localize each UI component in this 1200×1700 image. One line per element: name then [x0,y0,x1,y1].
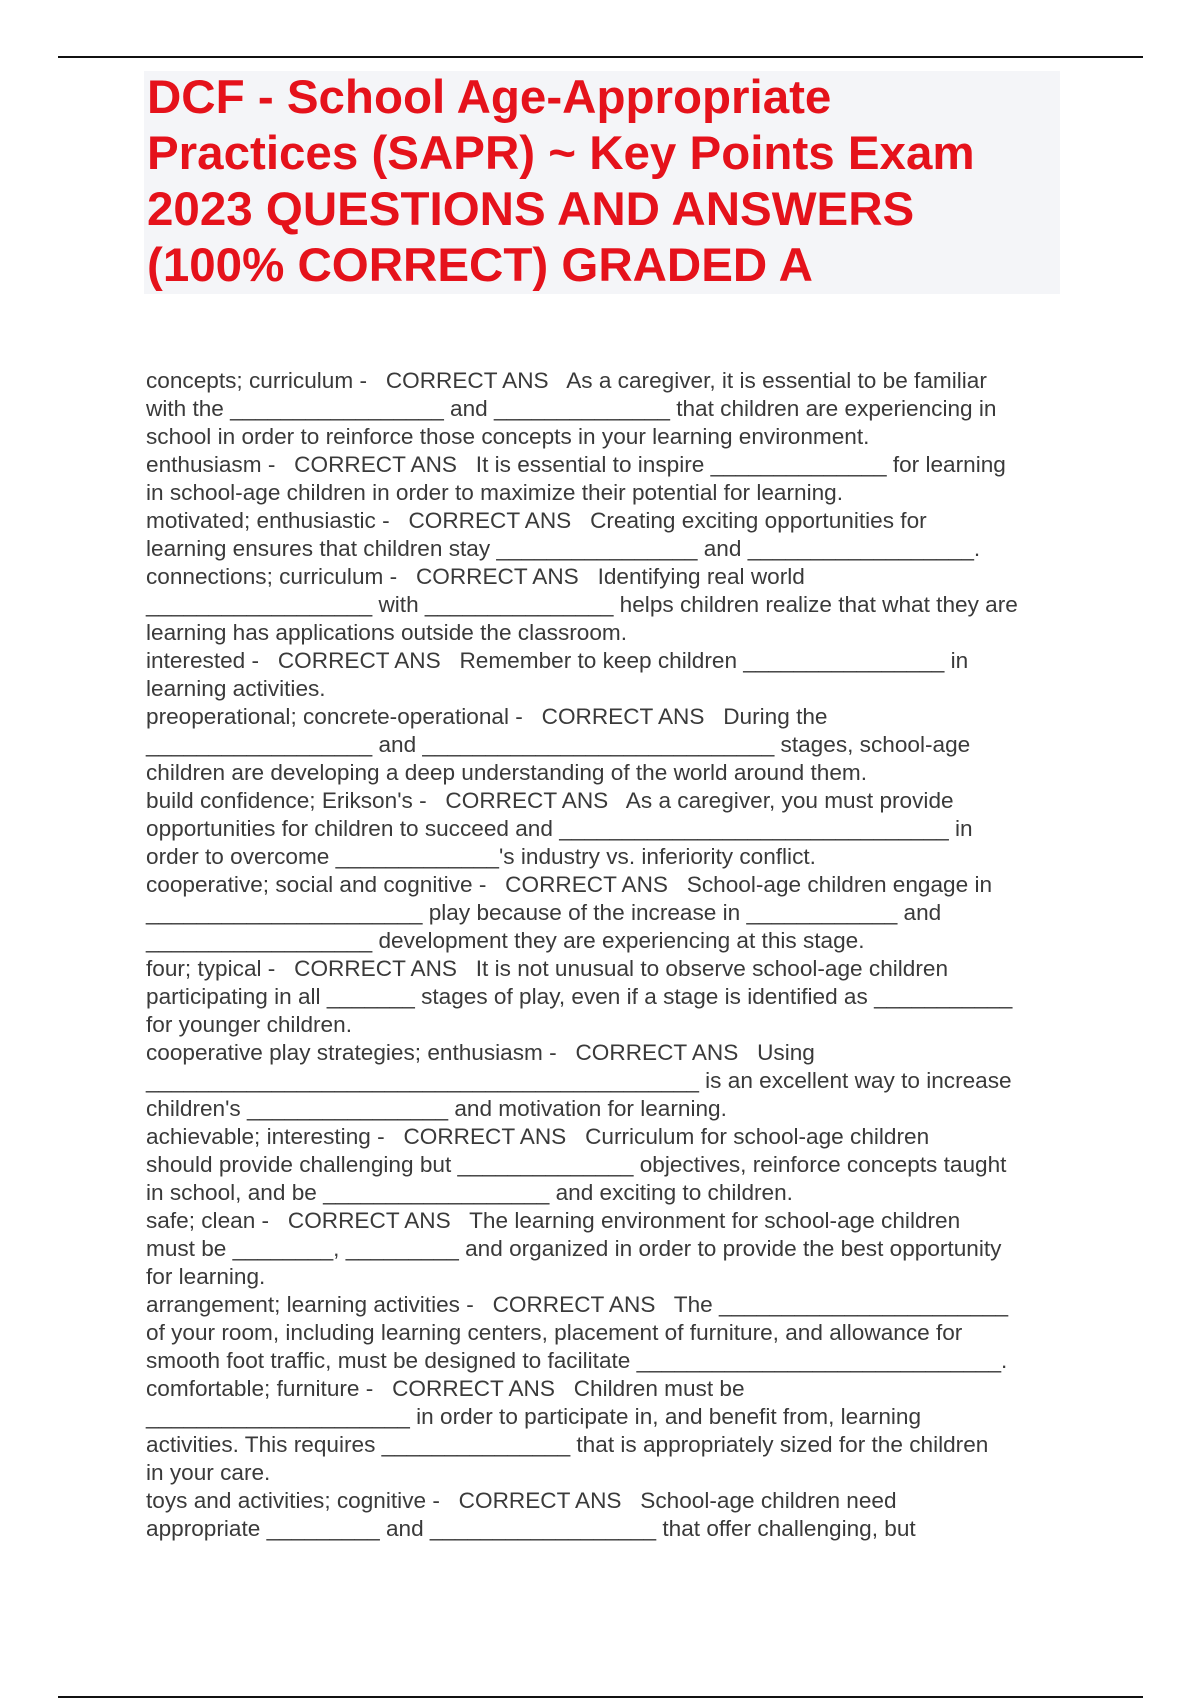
body-line: learning activities. [146,676,326,701]
bottom-rule [58,1696,1143,1698]
body-line: enthusiasm - CORRECT ANS It is essential to inspire ______________ for learning [146,452,1006,477]
body-line: __________________ with _______________ helps children realize that what they are [146,592,1018,617]
body-line: arrangement; learning activities - CORRECT ANS The _______________________ [146,1292,1009,1317]
body-line: for younger children. [146,1012,352,1037]
body-line: for learning. [146,1264,266,1289]
body-line: opportunities for children to succeed and _______________________________ in [146,816,973,841]
body-line: with the _________________ and ______________ that children are experiencing in [146,396,997,421]
body-line: motivated; enthusiastic - CORRECT ANS Creating exciting opportunities for [146,508,927,533]
body-line: order to overcome _____________'s industry vs. inferiority conflict. [146,844,816,869]
document-body [146,367,1066,1543]
body-line: toys and activities; cognitive - CORRECT ANS School-age children need [146,1488,897,1513]
body-line: in your care. [146,1460,271,1485]
body-line: of your room, including learning centers, placement of furniture, and allowance for [146,1320,963,1345]
body-line: participating in all _______ stages of play, even if a stage is identified as ___________ [146,984,1013,1009]
body-line: achievable; interesting - CORRECT ANS Curriculum for school-age children [146,1124,930,1149]
body-line: build confidence; Erikson's - CORRECT ANS As a caregiver, you must provide [146,788,954,813]
body-line: __________________ and ____________________________ stages, school-age [146,732,971,757]
body-line: children are developing a deep understanding of the world around them. [146,760,867,785]
body-line: learning ensures that children stay ________________ and __________________. [146,536,981,561]
document-title: DCF - School Age-Appropriate Practices (SAPR) ~ Key Points Exam 2023 QUESTIONS AND ANSWERS (100% CORRECT) GRADED A [147,71,975,292]
top-rule [58,56,1143,58]
body-line: connections; curriculum - CORRECT ANS Identifying real world [146,564,805,589]
body-line: ____________________________________________ is an excellent way to increase [146,1068,1012,1093]
body-line: preoperational; concrete-operational - CORRECT ANS During the [146,704,828,729]
body-line: learning has applications outside the classroom. [146,620,628,645]
body-line: __________________ development they are experiencing at this stage. [146,928,865,953]
body-line: comfortable; furniture - CORRECT ANS Children must be [146,1376,745,1401]
body-line: safe; clean - CORRECT ANS The learning environment for school-age children [146,1208,961,1233]
body-line: appropriate _________ and __________________ that offer challenging, but [146,1516,916,1541]
body-line: in school-age children in order to maximize their potential for learning. [146,480,843,505]
body-line: _____________________ in order to participate in, and benefit from, learning [146,1404,922,1429]
body-line: cooperative; social and cognitive - CORRECT ANS School-age children engage in [146,872,993,897]
body-line: activities. This requires _______________ that is appropriately sized for the children [146,1432,989,1457]
body-line: in school, and be __________________ and exciting to children. [146,1180,793,1205]
body-line: school in order to reinforce those concepts in your learning environment. [146,424,870,449]
body-line: four; typical - CORRECT ANS It is not unusual to observe school-age children [146,956,949,981]
body-line: concepts; curriculum - CORRECT ANS As a caregiver, it is essential to be familiar [146,368,987,393]
body-line: interested - CORRECT ANS Remember to keep children ________________ in [146,648,969,673]
body-line: ______________________ play because of the increase in ____________ and [146,900,942,925]
body-line: cooperative play strategies; enthusiasm - CORRECT ANS Using [146,1040,815,1065]
body-line: must be ________, _________ and organized in order to provide the best opportunity [146,1236,1002,1261]
body-line: smooth foot traffic, must be designed to facilitate _____________________________. [146,1348,1008,1373]
body-line: children's ________________ and motivation for learning. [146,1096,727,1121]
body-line: should provide challenging but ______________ objectives, reinforce concepts taught [146,1152,1007,1177]
